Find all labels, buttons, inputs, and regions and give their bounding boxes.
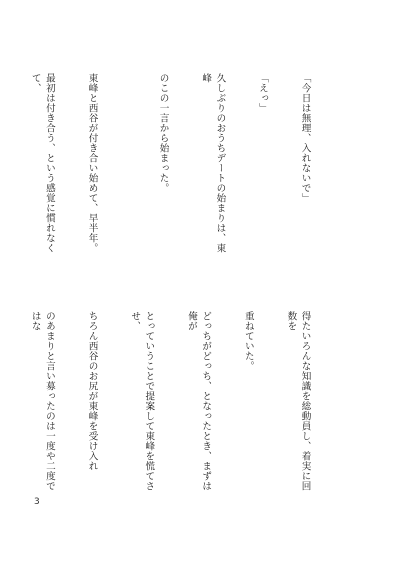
text-line: 得たいろんな知識を総動員し、着実に回数を: [285, 311, 311, 491]
text-column-upper: [29, 73, 340, 259]
text-line: のあまりと言い募ったのは一度や二度ではな: [29, 311, 55, 491]
text-line: 「今日は無理、入れないで」: [299, 73, 311, 203]
text-line: 最初は付き合う、という感覚に慣れなくて、: [29, 73, 55, 253]
text-line: 重ねていた。: [242, 311, 254, 371]
text-column-lower: [29, 311, 340, 497]
text-line: どっちがどっち、となったとき、まずは俺が: [185, 311, 212, 491]
text-line: 東峰と西谷が付き合い始めて、早半年。: [86, 73, 98, 253]
text-line: とっていうことで提案して東峰を慌てさせ、: [129, 311, 155, 491]
text-line: 久しぶりのおうちデートの始まりは、東峰: [200, 73, 226, 253]
page-number: 3: [34, 497, 40, 507]
text-line: のこの一言から始まった。: [157, 73, 169, 193]
text-line: ちろん西谷のお尻が東峰を受け入れ: [86, 311, 98, 471]
text-line: 「えっ」: [256, 73, 268, 113]
